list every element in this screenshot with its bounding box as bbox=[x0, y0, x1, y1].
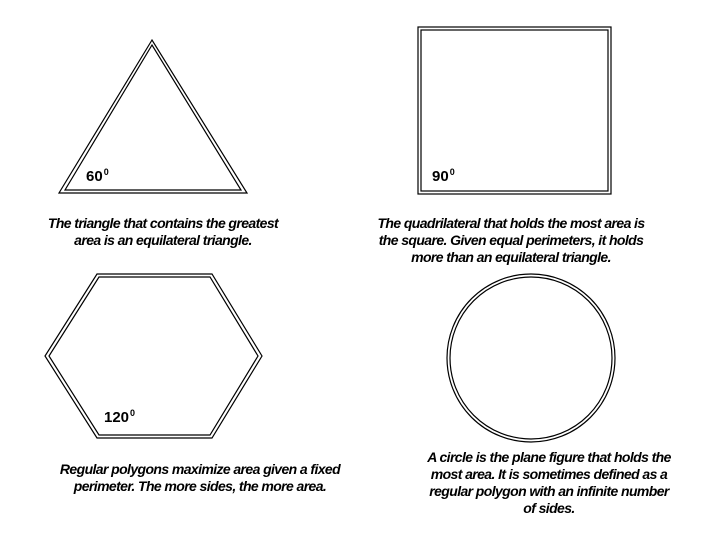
triangle-caption-line-2: area is an equilateral triangle. bbox=[74, 232, 252, 248]
circle-caption-line-2: most area. It is sometimes defined as a bbox=[430, 466, 668, 482]
triangle-caption bbox=[28, 215, 298, 249]
regular-hexagon bbox=[45, 274, 262, 438]
circle-caption-line-4: of sides. bbox=[523, 500, 575, 516]
square-angle-label: $90^0$ bbox=[432, 167, 455, 185]
square-caption-line-2: the square. Given equal perimeters, it holds bbox=[378, 232, 644, 248]
circle-caption-line-3: regular polygon with an infinite number bbox=[429, 483, 669, 499]
hexagon-caption-line-1: Regular polygons maximize area given a fixed bbox=[59, 461, 341, 477]
square-caption-line-1: The quadrilateral that holds the most area is bbox=[377, 215, 645, 231]
circle-caption bbox=[398, 449, 700, 517]
square-caption bbox=[345, 215, 677, 266]
hexagon-caption bbox=[30, 461, 370, 495]
circle bbox=[447, 274, 615, 442]
square-caption-line-3: more than an equilateral triangle. bbox=[411, 249, 611, 265]
triangle-caption-line-1: The triangle that contains the greatest bbox=[47, 215, 279, 231]
hexagon-angle-label: $120^0$ bbox=[104, 408, 136, 426]
triangle-angle-label: $60^0$ bbox=[86, 167, 109, 185]
hexagon-caption-line-2: perimeter. The more sides, the more area. bbox=[73, 478, 327, 494]
circle-caption-line-1: A circle is the plane figure that holds the bbox=[427, 449, 671, 465]
